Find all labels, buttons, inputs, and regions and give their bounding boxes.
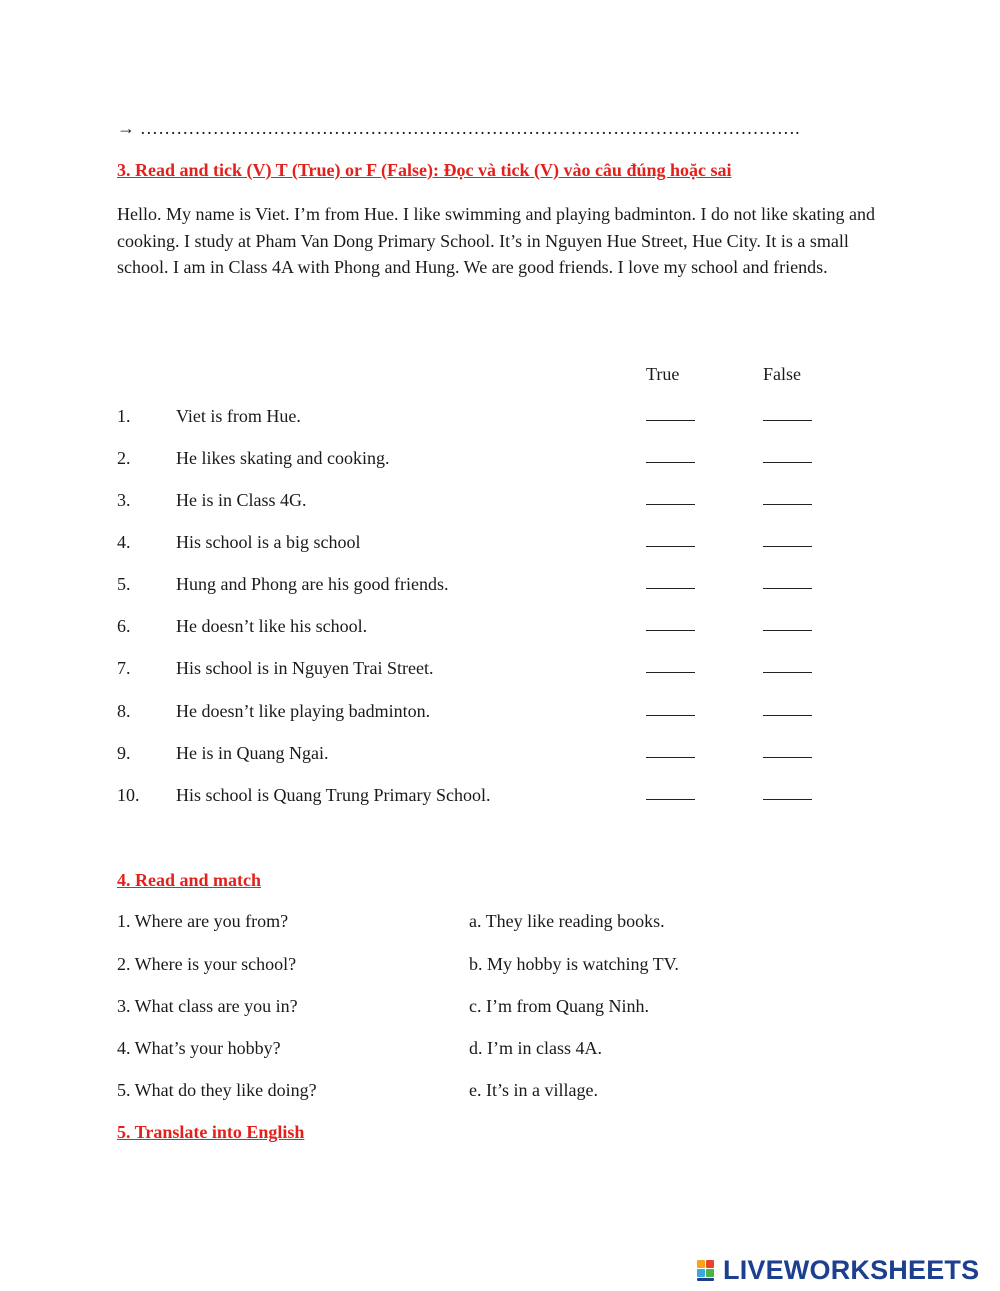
match-question[interactable]: 2. Where is your school? <box>117 954 297 974</box>
match-row <box>117 1038 817 1068</box>
match-answer[interactable]: b. My hobby is watching TV. <box>469 954 679 974</box>
match-row <box>117 911 817 941</box>
liveworksheets-mark-icon <box>697 1256 721 1284</box>
tf-item <box>117 743 837 773</box>
true-blank[interactable] <box>646 715 695 716</box>
true-blank[interactable] <box>646 799 695 800</box>
match-row <box>117 954 817 984</box>
item-number: 3. <box>117 490 131 510</box>
false-blank[interactable] <box>763 715 812 716</box>
false-blank[interactable] <box>763 462 812 463</box>
section-4-heading: 4. Read and match <box>117 870 262 890</box>
tf-item <box>117 406 837 436</box>
match-row <box>117 996 817 1026</box>
item-number: 10. <box>117 785 140 805</box>
match-question[interactable]: 3. What class are you in? <box>117 996 298 1016</box>
reading-passage: Hello. My name is Viet. I’m from Hue. I like swimming and playing badminton. I do not like skating and cooking. I study at Pham Van Dong Primary School. It’s in Nguyen Hue Street, Hue City. It is a small school. I am in Class 4A with Phong and Hung. We are good friends. I love my school and friends. <box>117 204 875 277</box>
false-blank[interactable] <box>763 420 812 421</box>
item-statement: His school is a big school <box>176 532 361 552</box>
tf-item <box>117 785 837 815</box>
tf-item <box>117 658 837 688</box>
tf-item <box>117 532 837 562</box>
liveworksheets-logo <box>697 1253 979 1287</box>
true-blank[interactable] <box>646 546 695 547</box>
item-statement: He doesn’t like playing badminton. <box>176 701 431 721</box>
tf-item <box>117 490 837 520</box>
match-answer[interactable]: d. I’m in class 4A. <box>469 1038 602 1058</box>
item-statement: He is in Quang Ngai. <box>176 743 329 763</box>
item-statement: He likes skating and cooking. <box>176 448 390 468</box>
match-answer[interactable]: c. I’m from Quang Ninh. <box>469 996 649 1016</box>
item-statement: He doesn’t like his school. <box>176 616 368 636</box>
false-blank[interactable] <box>763 757 812 758</box>
true-blank[interactable] <box>646 630 695 631</box>
true-blank[interactable] <box>646 672 695 673</box>
item-statement: Hung and Phong are his good friends. <box>176 574 449 594</box>
item-number: 2. <box>117 448 131 468</box>
true-blank[interactable] <box>646 462 695 463</box>
item-statement: His school is in Nguyen Trai Street. <box>176 658 434 678</box>
true-blank[interactable] <box>646 588 695 589</box>
section-5-heading: 5. Translate into English <box>117 1122 305 1142</box>
false-blank[interactable] <box>763 672 812 673</box>
item-number: 7. <box>117 658 131 678</box>
match-question[interactable]: 5. What do they like doing? <box>117 1080 317 1100</box>
false-blank[interactable] <box>763 504 812 505</box>
false-blank[interactable] <box>763 799 812 800</box>
match-row <box>117 1080 817 1110</box>
true-column-header: True <box>646 364 680 384</box>
tf-item <box>117 448 837 478</box>
item-number: 8. <box>117 701 131 721</box>
logo-text: LIVEWORKSHEETS <box>723 1254 980 1285</box>
tf-item <box>117 701 837 731</box>
true-blank[interactable] <box>646 757 695 758</box>
false-column-header: False <box>763 364 801 384</box>
tf-item <box>117 574 837 604</box>
item-statement: His school is Quang Trung Primary School. <box>176 785 491 805</box>
match-question[interactable]: 1. Where are you from? <box>117 911 289 931</box>
item-number: 4. <box>117 532 131 552</box>
item-statement: Viet is from Hue. <box>176 406 301 426</box>
true-blank[interactable] <box>646 420 695 421</box>
match-answer[interactable]: e. It’s in a village. <box>469 1080 598 1100</box>
match-answer[interactable]: a. They like reading books. <box>469 911 665 931</box>
item-number: 5. <box>117 574 131 594</box>
false-blank[interactable] <box>763 588 812 589</box>
false-blank[interactable] <box>763 630 812 631</box>
section-3-heading: 3. Read and tick (V) T (True) or F (False): Đọc và tick (V) vào câu đúng hoặc sai <box>117 160 732 180</box>
item-statement: He is in Class 4G. <box>176 490 307 510</box>
match-question[interactable]: 4. What’s your hobby? <box>117 1038 281 1058</box>
true-blank[interactable] <box>646 504 695 505</box>
answer-line: → ………………………………………………………………………………………………. <box>117 118 800 138</box>
item-number: 1. <box>117 406 131 426</box>
item-number: 6. <box>117 616 131 636</box>
tf-item <box>117 616 837 646</box>
item-number: 9. <box>117 743 131 763</box>
false-blank[interactable] <box>763 546 812 547</box>
